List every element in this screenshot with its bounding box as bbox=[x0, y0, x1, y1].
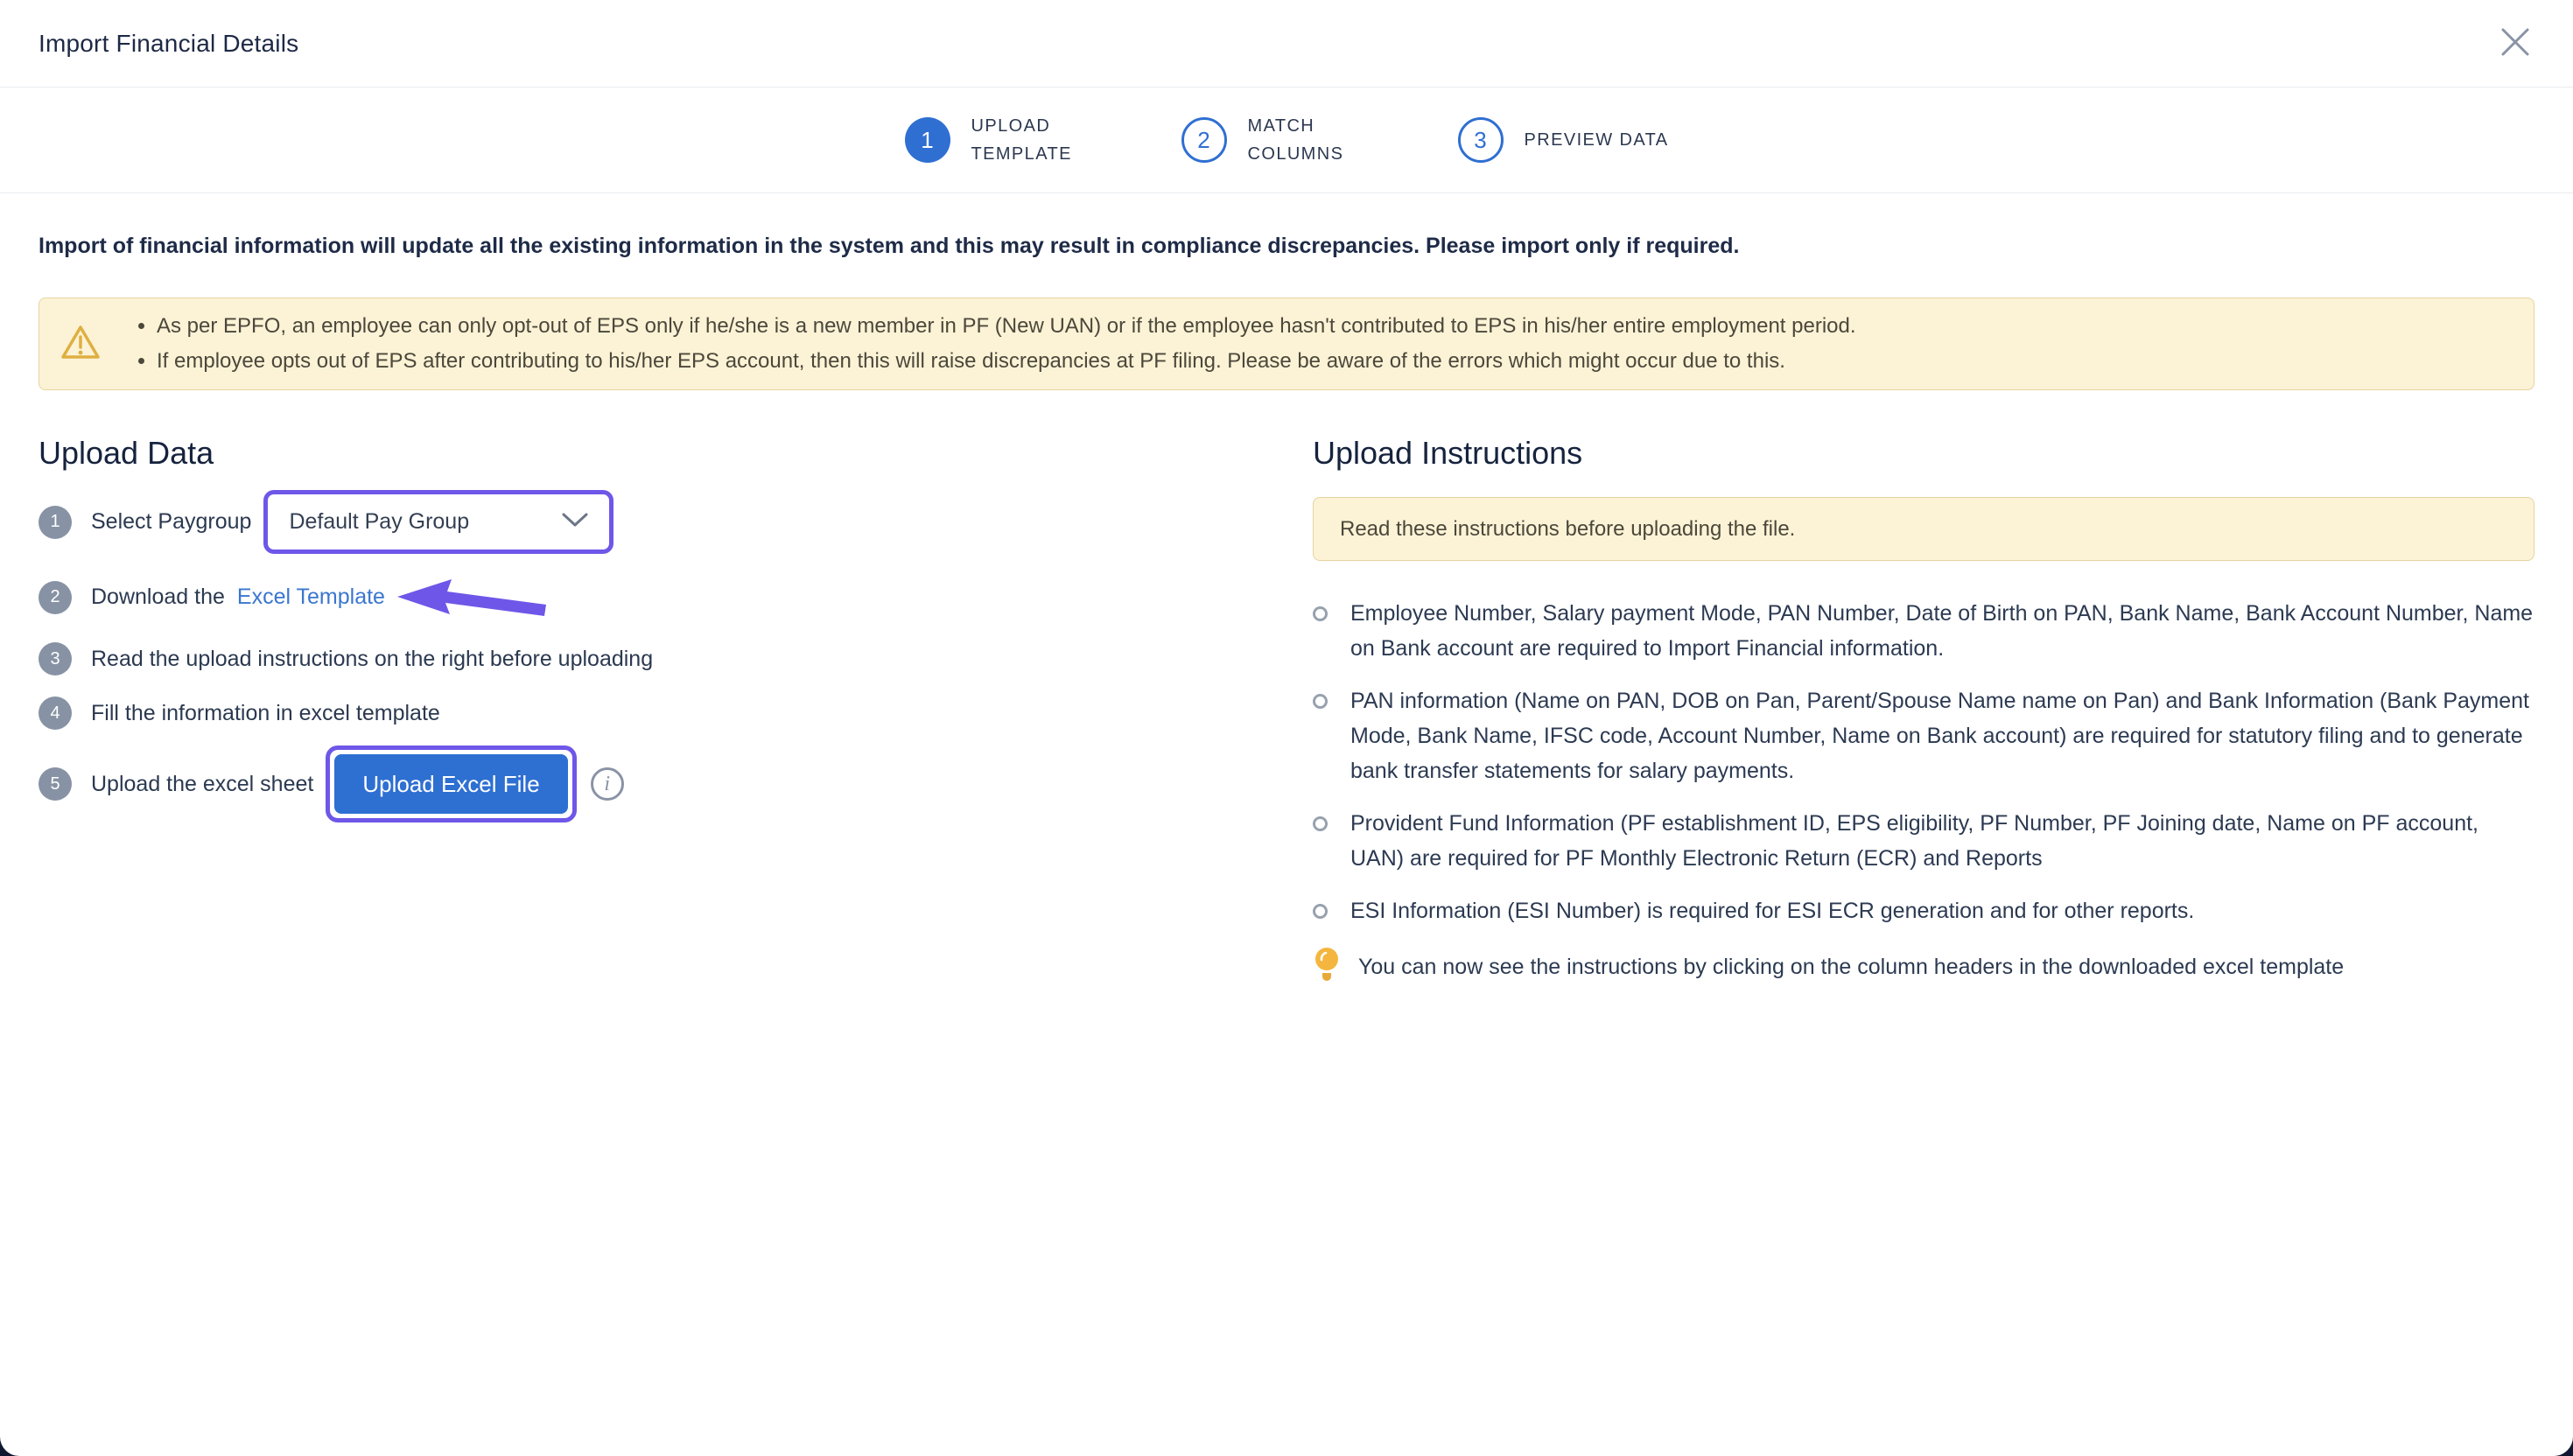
instruction-text: ESI Information (ESI Number) is required for ESI ECR generation and for other reports. bbox=[1350, 899, 2195, 923]
step-row-upload-sheet bbox=[39, 746, 1313, 822]
step-row-download-template bbox=[39, 573, 1313, 621]
upload-data-heading: Upload Data bbox=[39, 435, 214, 471]
instruction-item bbox=[1313, 596, 2534, 666]
step-number-badge: 1 bbox=[39, 506, 72, 539]
instruction-text: Employee Number, Salary payment Mode, PAN Number, Date of Birth on PAN, Bank Name, Bank Account Number, Name on Bank account are required to Import Financial information. bbox=[1350, 601, 2534, 661]
step-row-read-instructions bbox=[39, 642, 1313, 676]
step-3-circle: 3 bbox=[1458, 117, 1504, 163]
paygroup-dropdown[interactable] bbox=[263, 490, 613, 554]
close-button[interactable] bbox=[2496, 24, 2534, 63]
step-row-fill-information bbox=[39, 696, 1313, 730]
instruction-text: Provident Fund Information (PF establishment ID, EPS eligibility, PF Number, PF Joining date, Name on PF account, UAN) are required for PF Monthly Electronic Return (ECR) and Reports bbox=[1350, 811, 2479, 871]
step-match-columns[interactable] bbox=[1181, 112, 1371, 168]
eps-warning-banner bbox=[39, 298, 2534, 390]
hollow-bullet-icon bbox=[1313, 606, 1328, 621]
instruction-text: PAN information (Name on PAN, DOB on Pan, Parent/Spouse Name name on Pan) and Bank Information (Bank Payment Mode, Bank Name, IFSC code, Account Number, Name on Bank account) are required for statutory filing and to generate bank transfer statements for salary payments. bbox=[1350, 689, 2529, 783]
warning-bullet: • As per EPFO, an employee can only opt-out of EPS only if he/she is a new member in PF (New UAN) or if the employee hasn't contributed to EPS in his/her entire employment period. bbox=[157, 309, 1856, 344]
hollow-bullet-icon bbox=[1313, 904, 1328, 919]
warning-bullet-list bbox=[130, 309, 1856, 379]
dialog-header bbox=[0, 0, 2573, 88]
step-1-label: UPLOAD TEMPLATE bbox=[971, 116, 1072, 164]
warning-bullet: • If employee opts out of EPS after contributing to his/her EPS account, then this will raise discrepancies at PF filing. Please be aware of the errors which might occur due to this. bbox=[157, 344, 1856, 379]
step-label: Fill the information in excel template bbox=[91, 700, 440, 725]
upload-instructions-section bbox=[1313, 434, 2534, 990]
step-3-label: PREVIEW DATA bbox=[1524, 130, 1669, 150]
upload-instructions-heading: Upload Instructions bbox=[1313, 435, 1583, 471]
step-number-badge: 4 bbox=[39, 696, 72, 730]
step-2-circle: 2 bbox=[1181, 117, 1227, 163]
step-2-label: MATCH COLUMNS bbox=[1247, 116, 1344, 164]
instructions-list bbox=[1313, 596, 2534, 928]
step-row-select-paygroup bbox=[39, 490, 1313, 554]
step-label: Upload the excel sheet bbox=[91, 771, 314, 796]
upload-excel-file-button[interactable]: Upload Excel File bbox=[334, 754, 567, 814]
page-title: Import Financial Details bbox=[39, 29, 299, 57]
instruction-item bbox=[1313, 683, 2534, 788]
paygroup-selected-value: Default Pay Group bbox=[289, 509, 470, 534]
upload-data-section bbox=[39, 434, 1313, 990]
instruction-item bbox=[1313, 893, 2534, 928]
tip-text: You can now see the instructions by clicking on the column headers in the downloaded excel template bbox=[1358, 955, 2345, 979]
step-number-badge: 5 bbox=[39, 767, 72, 801]
step-preview-data[interactable] bbox=[1458, 117, 1669, 163]
hollow-bullet-icon bbox=[1313, 816, 1328, 831]
excel-template-link[interactable]: Excel Template bbox=[236, 584, 385, 609]
annotation-arrow-icon bbox=[396, 578, 550, 621]
warning-triangle-icon bbox=[60, 324, 101, 365]
step-number-badge: 3 bbox=[39, 642, 72, 676]
upload-button-highlight-ring bbox=[326, 746, 576, 822]
step-1-circle: 1 bbox=[905, 117, 950, 163]
compliance-notice: Import of financial information will update all the existing information in the system and this may result in compliance discrepancies. Please import only if required. bbox=[39, 234, 1740, 258]
step-label: Select Paygroup bbox=[91, 509, 252, 534]
step-label: Read the upload instructions on the right before uploading bbox=[91, 646, 654, 671]
tip-row bbox=[1313, 946, 2534, 990]
dialog-body bbox=[0, 234, 2573, 990]
close-icon bbox=[2499, 26, 2531, 60]
lightbulb-icon bbox=[1313, 946, 1341, 990]
hollow-bullet-icon bbox=[1313, 694, 1328, 709]
step-label: Download the bbox=[91, 584, 225, 609]
step-upload-template[interactable] bbox=[905, 112, 1094, 168]
instruction-item bbox=[1313, 806, 2534, 876]
info-icon[interactable]: i bbox=[591, 767, 624, 801]
chevron-down-icon bbox=[562, 513, 588, 532]
step-number-badge: 2 bbox=[39, 581, 72, 614]
wizard-stepper bbox=[0, 88, 2573, 193]
read-instructions-banner: Read these instructions before uploading the file. bbox=[1313, 497, 2534, 561]
